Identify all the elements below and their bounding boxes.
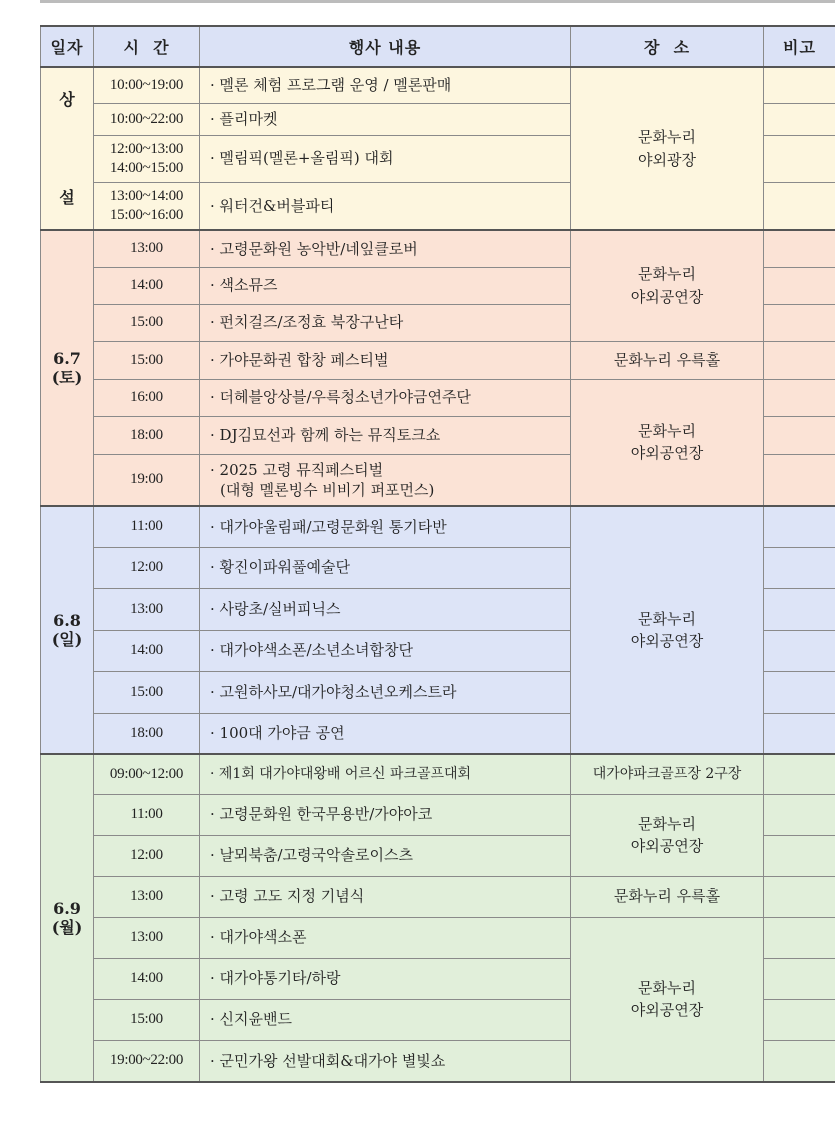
note-cell	[764, 794, 835, 835]
note-cell	[764, 1040, 835, 1082]
event-cell: · 대가야색소폰	[200, 917, 571, 958]
note-cell	[764, 454, 835, 506]
event-cell: · 고령 고도 지정 기념식	[200, 876, 571, 917]
note-cell	[764, 506, 835, 547]
venue-cell: 문화누리 야외공연장	[571, 917, 764, 1082]
note-cell	[764, 958, 835, 999]
table-row	[41, 341, 835, 379]
time-cell: 18:00	[94, 713, 200, 754]
event-cell: · 대가야울림패/고령문화원 통기타반	[200, 506, 571, 547]
venue-cell: 문화누리 야외광장	[571, 67, 764, 230]
table-row	[41, 230, 835, 267]
date-label: 상	[59, 89, 75, 109]
event-cell: · 군민가왕 선발대회&대가야 별빛쇼	[200, 1040, 571, 1082]
event-cell: · 고령문화원 농악반/네잎클로버	[200, 230, 571, 267]
time-cell: 13:00	[94, 876, 200, 917]
time-cell: 13:00	[94, 230, 200, 267]
note-cell	[764, 876, 835, 917]
event-cell: · 신지윤밴드	[200, 999, 571, 1040]
note-cell	[764, 630, 835, 671]
time-cell: 14:00	[94, 630, 200, 671]
event-cell: · 대가야통기타/하랑	[200, 958, 571, 999]
venue-cell: 문화누리 우륵홀	[571, 341, 764, 379]
event-cell: · 황진이파워풀예술단	[200, 547, 571, 588]
note-cell	[764, 547, 835, 588]
event-cell: · 더헤블앙상블/우륵청소년가야금연주단	[200, 379, 571, 416]
note-cell	[764, 588, 835, 630]
note-cell	[764, 182, 835, 230]
event-cell: · 고령문화원 한국무용반/가야아코	[200, 794, 571, 835]
event-cell: · 워터건&버블파티	[200, 182, 571, 230]
time-cell: 13:00	[94, 917, 200, 958]
note-cell	[764, 671, 835, 713]
note-cell	[764, 135, 835, 182]
date-label: 설	[59, 188, 75, 208]
header-venue: 장 소	[571, 26, 764, 67]
table-row	[41, 379, 835, 416]
header-date: 일자	[41, 26, 94, 67]
venue-cell: 대가야파크골프장 2구장	[571, 754, 764, 794]
header-row	[41, 26, 835, 67]
time-cell: 15:00	[94, 671, 200, 713]
event-cell: · 펀치걸즈/조정효 북장구난타	[200, 304, 571, 341]
time-cell: 13:00	[94, 588, 200, 630]
date-cell-6-7: 6.7 (토)	[41, 230, 94, 506]
event-cell: · 2025 고령 뮤직페스티벌 (대형 멜론빙수 비비기 퍼포먼스)	[200, 454, 571, 506]
time-cell: 10:00~22:00	[94, 103, 200, 135]
venue-cell: 문화누리 야외공연장	[571, 794, 764, 876]
header-time: 시 간	[94, 26, 200, 67]
event-cell: · 100대 가야금 공연	[200, 713, 571, 754]
event-cell: · 제1회 대가야대왕배 어르신 파크골프대회	[200, 754, 571, 794]
time-cell: 11:00	[94, 794, 200, 835]
time-cell: 13:00~14:00 15:00~16:00	[94, 182, 200, 230]
event-cell: · DJ김묘선과 함께 하는 뮤직토크쇼	[200, 416, 571, 454]
time-cell: 19:00	[94, 454, 200, 506]
event-schedule-table	[40, 25, 835, 1083]
time-cell: 15:00	[94, 341, 200, 379]
event-cell: · 고원하사모/대가야청소년오케스트라	[200, 671, 571, 713]
note-cell	[764, 416, 835, 454]
event-cell: · 가야문화권 합창 페스티벌	[200, 341, 571, 379]
time-cell: 15:00	[94, 304, 200, 341]
note-cell	[764, 835, 835, 876]
event-cell: · 플리마켓	[200, 103, 571, 135]
note-cell	[764, 754, 835, 794]
table-row	[41, 67, 835, 103]
time-cell: 12:00~13:00 14:00~15:00	[94, 135, 200, 182]
event-cell: · 날뫼북춤/고령국악솔로이스츠	[200, 835, 571, 876]
table-row	[41, 506, 835, 547]
header-note: 비고	[764, 26, 835, 67]
table-row	[41, 794, 835, 835]
date-cell-sangseol	[41, 67, 94, 230]
time-cell: 09:00~12:00	[94, 754, 200, 794]
time-cell: 12:00	[94, 547, 200, 588]
venue-cell: 문화누리 야외공연장	[571, 230, 764, 341]
event-cell: · 사랑초/실버피닉스	[200, 588, 571, 630]
note-cell	[764, 999, 835, 1040]
note-cell	[764, 103, 835, 135]
note-cell	[764, 304, 835, 341]
note-cell	[764, 917, 835, 958]
date-cell-6-8: 6.8 (일)	[41, 506, 94, 754]
time-cell: 15:00	[94, 999, 200, 1040]
event-cell: · 색소뮤즈	[200, 267, 571, 304]
note-cell	[764, 67, 835, 103]
table-row	[41, 917, 835, 958]
venue-cell: 문화누리 야외공연장	[571, 379, 764, 506]
time-cell: 12:00	[94, 835, 200, 876]
table-row	[41, 754, 835, 794]
time-cell: 11:00	[94, 506, 200, 547]
time-cell: 14:00	[94, 958, 200, 999]
note-cell	[764, 379, 835, 416]
event-cell: · 대가야색소폰/소년소녀합창단	[200, 630, 571, 671]
time-cell: 14:00	[94, 267, 200, 304]
time-cell: 16:00	[94, 379, 200, 416]
top-rule	[40, 0, 835, 3]
time-cell: 10:00~19:00	[94, 67, 200, 103]
venue-cell: 문화누리 야외공연장	[571, 506, 764, 754]
date-cell-6-9: 6.9 (월)	[41, 754, 94, 1082]
time-cell: 18:00	[94, 416, 200, 454]
note-cell	[764, 230, 835, 267]
event-cell: · 멜림픽(멜론+올림픽) 대회	[200, 135, 571, 182]
time-cell: 19:00~22:00	[94, 1040, 200, 1082]
header-event: 행사 내용	[200, 26, 571, 67]
venue-cell: 문화누리 우륵홀	[571, 876, 764, 917]
note-cell	[764, 267, 835, 304]
note-cell	[764, 713, 835, 754]
event-cell: · 멜론 체험 프로그램 운영 / 멜론판매	[200, 67, 571, 103]
note-cell	[764, 341, 835, 379]
table-row	[41, 876, 835, 917]
